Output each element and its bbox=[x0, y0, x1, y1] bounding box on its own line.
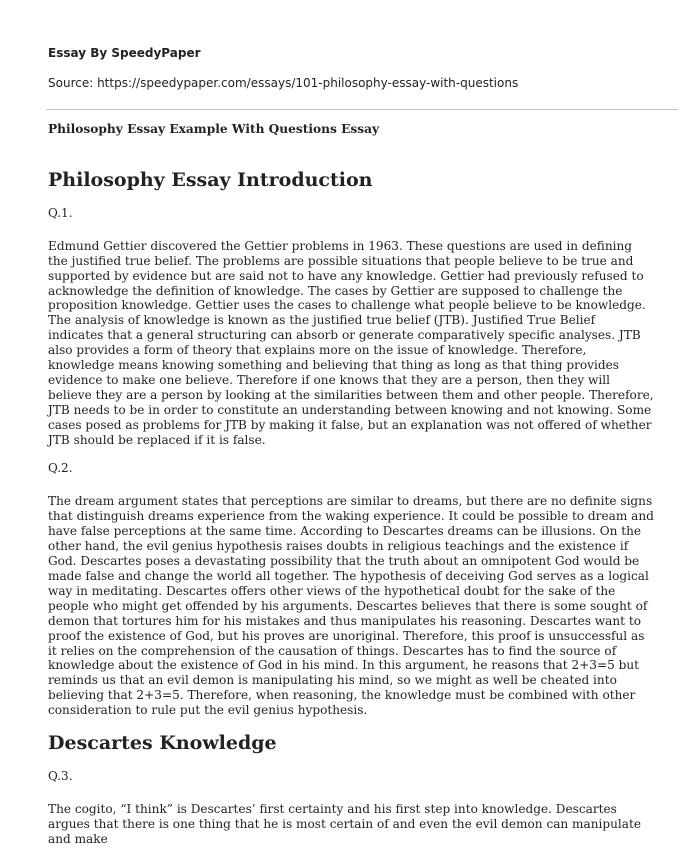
answer-paragraph: The dream argument states that perceptions are similar to dreams, but there are no definite signs that distinguish dreams experience from the waking experience. It could be possible to dream and have false perceptions at the same time. According to Descartes dreams can be illusions. On the other hand, the evil genius hypothesis raises doubts in religious teachings and the existence if God. Descartes poses a devastating possibility that the truth about an omnipotent God would be made false and change the world all together. The hypothesis of deceiving God serves as a logical way in meditating. Descartes offers other views of the hypothetical doubt for the sake of the people who might get offended by his arguments. Descartes believes that there is some sought of demon that tortures him for his mistakes and thus manipulates his reasoning. Descartes want to proof the existence of God, but his proves are unoriginal. Therefore, this proof is unsuccessful as it relies on the comprehension of the causation of things. Descartes has to find the source of knowledge about the existence of God in his mind. In this argument, he reasons that 2+3=5 but reminds us that an evil demon is manipulating his mind, so we might as well be cheated into believing that 2+3=5. Therefore, when reasoning, the knowledge must be combined with other consideration to rule put the evil genius hypothesis. bbox=[48, 494, 654, 718]
section-heading: Philosophy Essay Introduction bbox=[48, 169, 373, 191]
section-descartes-knowledge bbox=[48, 732, 654, 847]
document-title: Philosophy Essay Example With Questions Essay bbox=[48, 122, 380, 136]
section-heading: Descartes Knowledge bbox=[48, 732, 277, 755]
question-label: Q.1. bbox=[48, 205, 73, 220]
section-introduction bbox=[48, 169, 654, 718]
header-divider bbox=[46, 109, 678, 110]
source-line: Source: https://speedypaper.com/essays/101-philosophy-essay-with-questions bbox=[48, 76, 519, 90]
answer-paragraph: Edmund Gettier discovered the Gettier problems in 1963. These questions are used in defining the justified true belief. The problems are possible situations that people believe to be true and supported by evidence but are said not to have any knowledge. Gettier had previously refused to acknowledge the definition of knowledge. The cases by Gettier are supposed to challenge the proposition knowledge. Gettier uses the cases to challenge what people believe to be knowledge. The analysis of knowledge is known as the justified true belief (JTB). Justified True Belief indicates that a general structuring can absorb or generate comparatively specific analyses. JTB also provides a form of theory that explains more on the issue of knowledge. Therefore, knowledge means knowing something and believing that thing as long as that thing provides evidence to make one believe. Therefore if one knows that they are a person, then they will believe they are a person by looking at the similarities between them and other people. Therefore, JTB needs to be in order to constitute an understanding between knowing and not knowing. Some cases posed as problems for JTB by making it false, but an explanation was not offered of whether JTB should be replaced if it is false. bbox=[48, 238, 654, 447]
answer-paragraph: The cogito, “I think” is Descartes’ first certainty and his first step into knowledge. Descartes argues that there is one thing that he is most certain of and even the evil demon can manipulate and make bbox=[48, 801, 642, 846]
question-label: Q.3. bbox=[48, 768, 73, 783]
brand-line: Essay By SpeedyPaper bbox=[48, 46, 201, 60]
question-label: Q.2. bbox=[48, 461, 73, 476]
